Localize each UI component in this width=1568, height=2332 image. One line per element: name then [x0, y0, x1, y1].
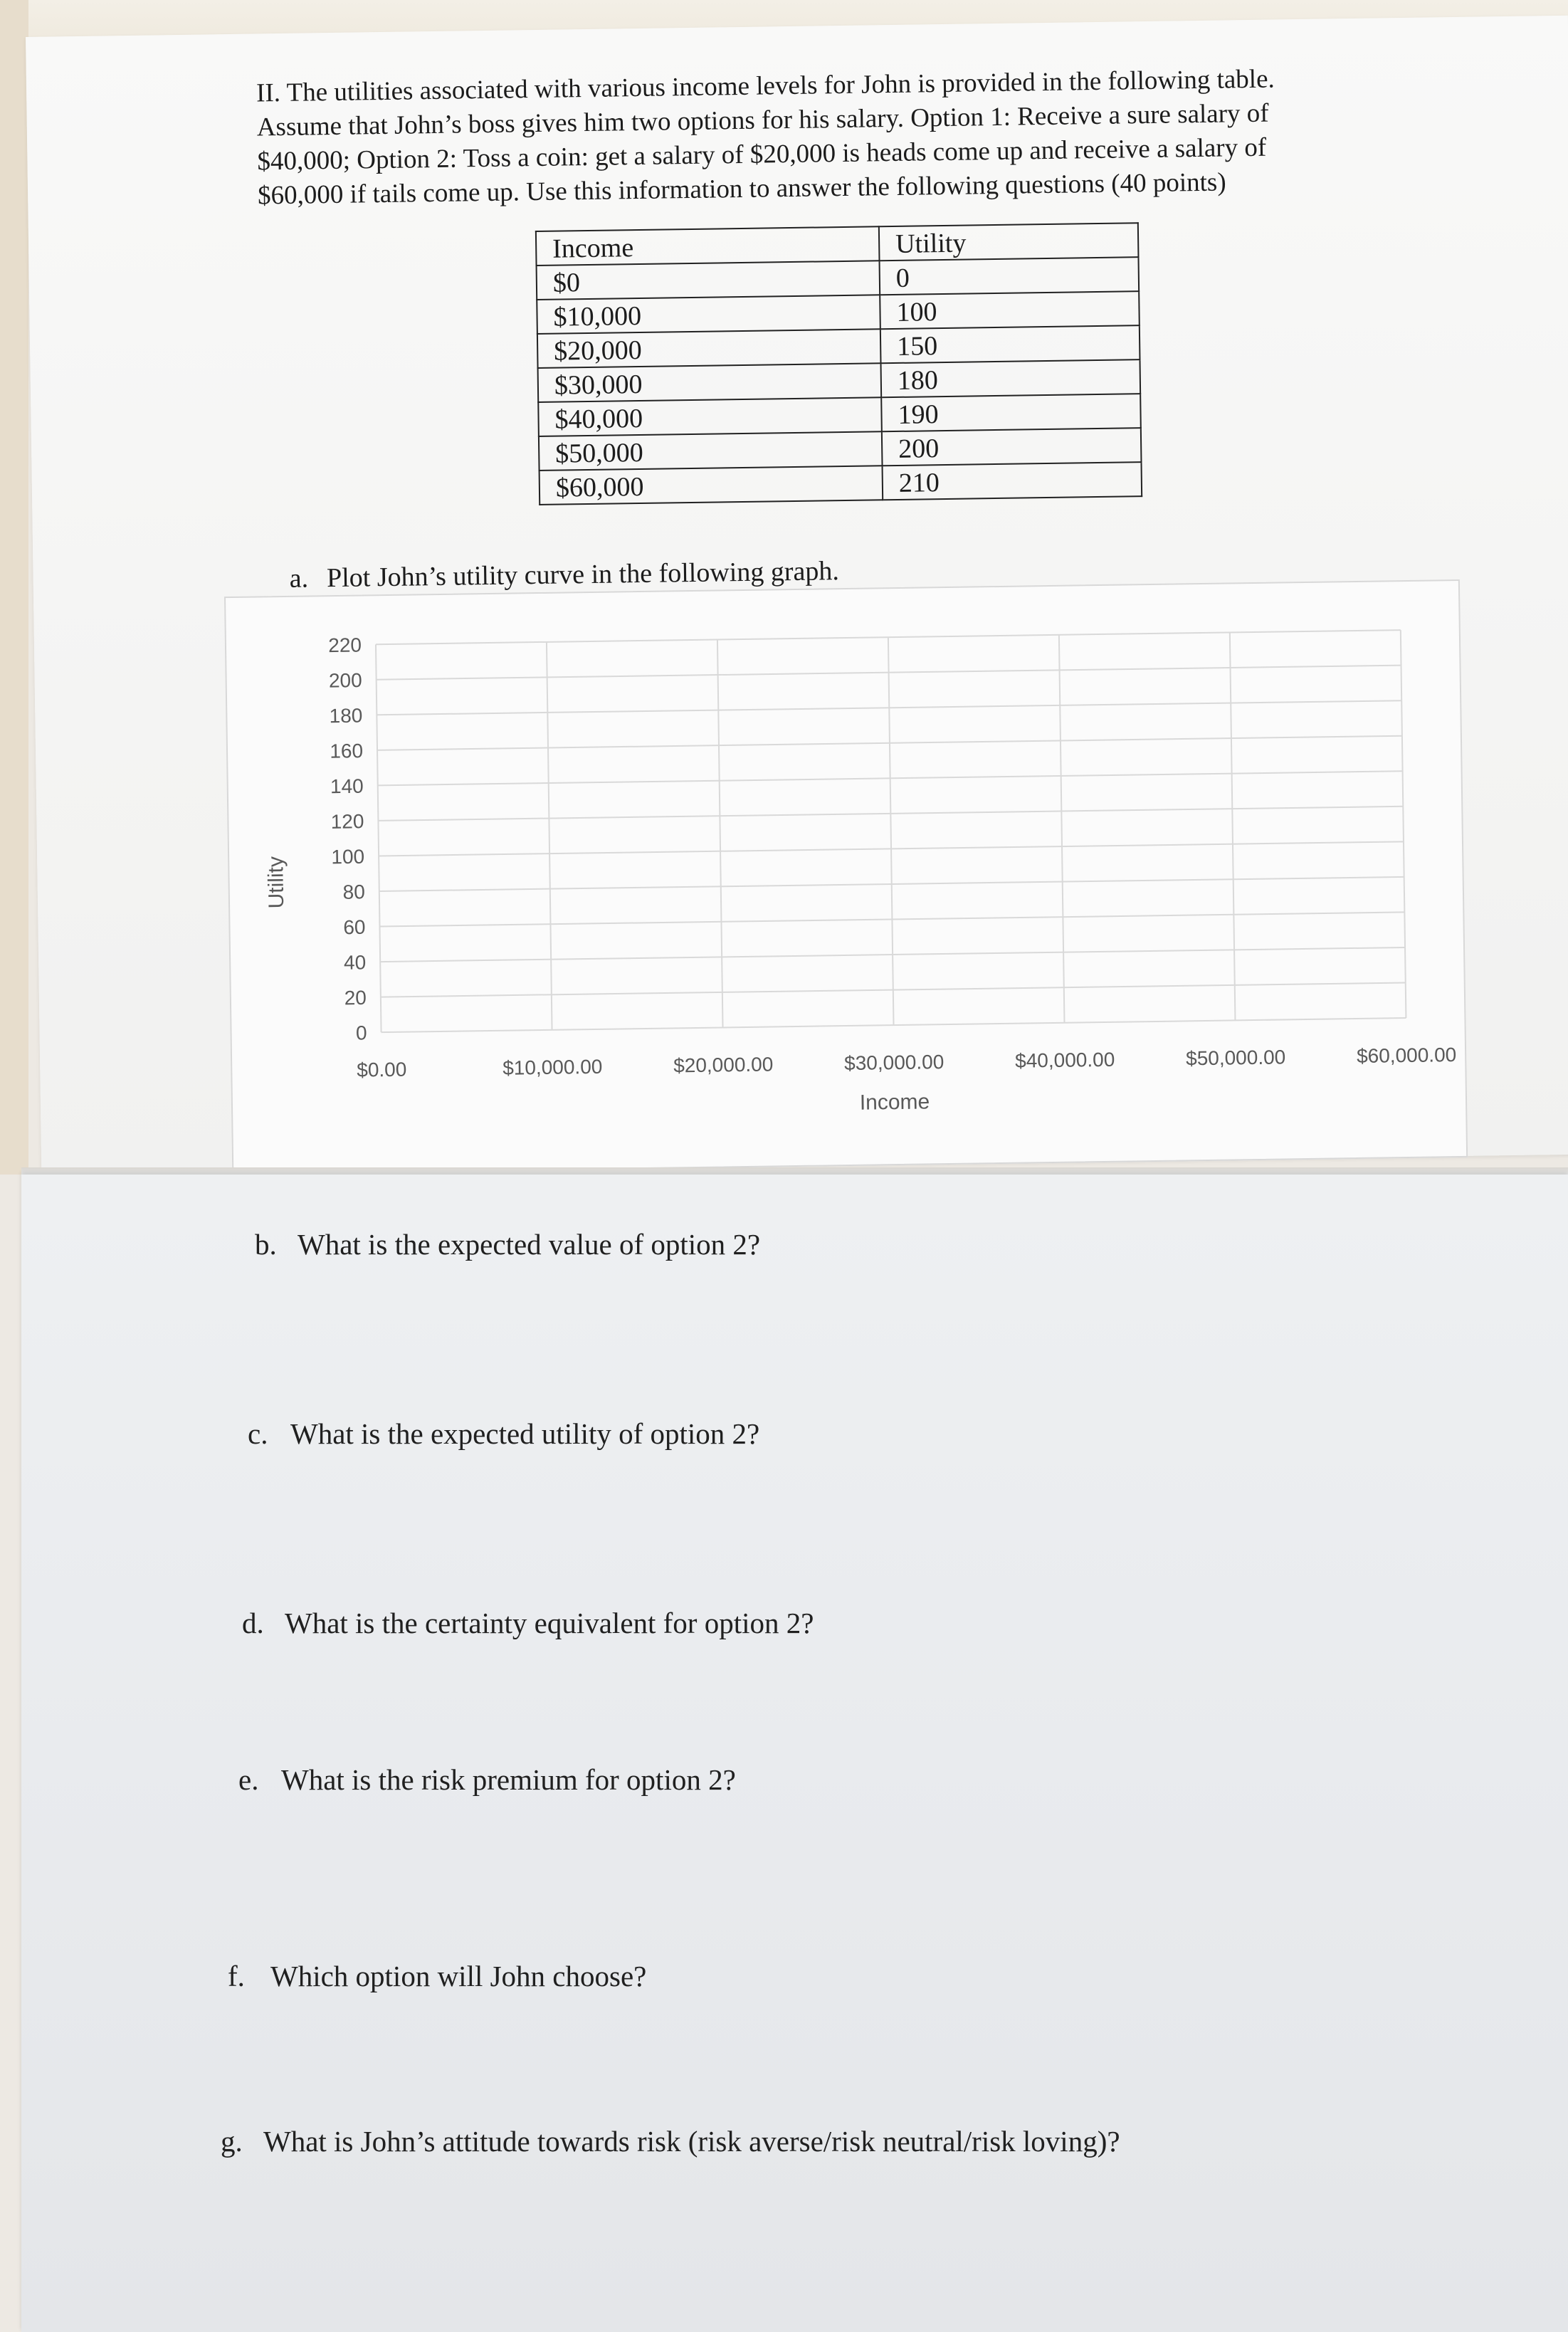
x-tick-label: $60,000.00: [1356, 1044, 1457, 1068]
problem-line: II. The utilities associated with various income levels for John is provided in the following table.: [256, 64, 1275, 108]
x-gridline: [1059, 635, 1065, 1023]
question-label: c.: [248, 1417, 268, 1450]
x-tick-label: $30,000.00: [843, 1051, 945, 1075]
x-gridline: [1230, 632, 1236, 1020]
y-tick-label: 120: [330, 810, 364, 833]
income-cell: $10,000: [537, 295, 880, 334]
x-tick-label: $40,000.00: [1014, 1048, 1115, 1072]
worksheet-page-bottom: [21, 1175, 1568, 2332]
income-cell: $40,000: [538, 397, 882, 436]
question-text: What is John’s attitude towards risk (risk averse/risk neutral/risk loving)?: [263, 2125, 1120, 2158]
x-tick-label: $0.00: [357, 1058, 407, 1081]
question-text: What is the certainty equivalent for option 2?: [285, 1607, 814, 1639]
y-tick-label: 60: [343, 915, 366, 939]
x-gridline: [1401, 630, 1406, 1018]
x-gridline: [376, 644, 382, 1032]
y-tick-label: 20: [344, 986, 367, 1009]
y-axis-title: Utility: [264, 856, 289, 909]
question-b: [255, 1227, 760, 1261]
question-text: What is the expected utility of option 2?: [290, 1417, 760, 1450]
utility-cell: 200: [882, 428, 1142, 466]
utility-cell: 210: [883, 462, 1142, 500]
problem-statement: [256, 60, 1454, 213]
question-label: a.: [289, 563, 309, 594]
question-text: Plot John’s utility curve in the following graph.: [326, 556, 840, 594]
y-tick-label: 180: [329, 704, 363, 728]
utility-cell: 180: [881, 359, 1141, 397]
problem-line: Assume that John’s boss gives him two options for his salary. Option 1: Receive a sure salary of: [256, 98, 1269, 142]
question-label: d.: [242, 1607, 264, 1639]
question-text: Which option will John choose?: [270, 1960, 647, 1992]
income-cell: $60,000: [540, 466, 883, 505]
question-g: [221, 2124, 1120, 2158]
problem-line: $40,000; Option 2: Toss a coin: get a salary of $20,000 is heads come up and receive a salary of: [257, 132, 1267, 177]
y-tick-label: 140: [330, 774, 364, 798]
y-tick-label: 40: [343, 951, 367, 974]
question-c: [248, 1417, 759, 1451]
x-tick-label: $20,000.00: [673, 1053, 774, 1077]
utility-cell: 0: [880, 257, 1140, 295]
y-tick-label: 80: [342, 881, 366, 903]
y-tick-label: 220: [328, 634, 362, 657]
x-gridline: [717, 640, 723, 1028]
x-axis-title: Income: [859, 1090, 930, 1115]
x-tick-label: $10,000.00: [502, 1055, 603, 1079]
y-tick-label: 0: [355, 1021, 367, 1044]
question-label: f.: [228, 1960, 245, 1992]
question-d: [242, 1606, 814, 1640]
income-cell: $0: [537, 261, 880, 300]
utility-table: [535, 222, 1142, 505]
utility-cell: 190: [881, 394, 1141, 431]
question-a: [289, 555, 839, 594]
question-label: b.: [255, 1228, 277, 1261]
question-e: [238, 1763, 736, 1797]
y-tick-label: 160: [330, 740, 364, 762]
problem-line: $60,000 if tails come up. Use this information to answer the following questions (40 points): [257, 167, 1226, 211]
worksheet-page-top: [26, 16, 1568, 1176]
question-f: [228, 1959, 646, 1993]
y-tick-label: 100: [331, 845, 365, 868]
background-wall-left: [0, 0, 28, 1175]
question-text: What is the expected value of option 2?: [298, 1228, 761, 1261]
utility-chart: [224, 579, 1470, 1173]
income-cell: $50,000: [539, 431, 883, 471]
question-label: e.: [238, 1763, 259, 1796]
utility-cell: 100: [880, 291, 1140, 329]
y-tick-label: 200: [328, 669, 362, 692]
question-text: What is the risk premium for option 2?: [281, 1763, 736, 1796]
income-cell: $30,000: [538, 363, 882, 402]
income-cell: $20,000: [537, 329, 881, 368]
question-label: g.: [221, 2125, 243, 2158]
x-gridline: [547, 642, 552, 1030]
utility-column-header: Utility: [879, 223, 1139, 261]
x-tick-label: $50,000.00: [1185, 1046, 1286, 1070]
x-gridline: [888, 637, 894, 1025]
income-column-header: Income: [536, 226, 880, 266]
utility-cell: 150: [880, 325, 1140, 363]
